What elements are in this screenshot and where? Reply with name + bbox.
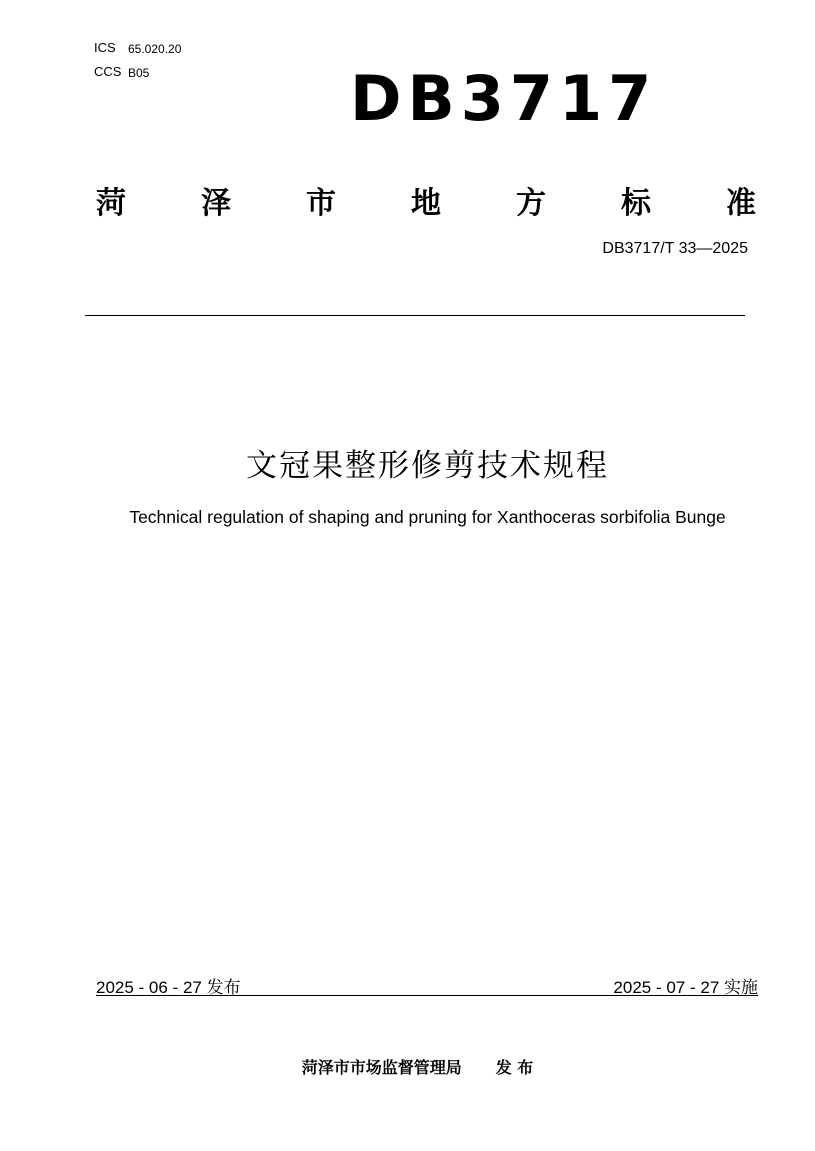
publisher-line — [0, 1055, 815, 1078]
standard-type-char: 标 — [621, 186, 651, 221]
title-english: Technical regulation of shaping and pruning for Xanthoceras sorbifolia Bunge — [129, 507, 726, 527]
db-logo: DB3717 — [350, 62, 658, 135]
publisher-name: 菏泽市市场监督管理局 — [301, 1058, 462, 1077]
standard-number: DB3717/T 33—2025 — [602, 240, 748, 257]
ics-label: ICS — [94, 40, 116, 55]
standard-type-char: 菏 — [96, 186, 126, 221]
standard-type — [96, 178, 756, 222]
issue-date: 2025 - 06 - 27 发布 — [96, 978, 241, 997]
bottom-divider — [96, 995, 758, 996]
ccs-label: CCS — [94, 64, 122, 79]
top-divider — [85, 315, 745, 316]
standard-type-char: 泽 — [201, 186, 231, 221]
standard-type-char: 方 — [516, 186, 546, 221]
implementation-date: 2025 - 07 - 27 实施 — [613, 978, 758, 997]
standard-type-char: 准 — [726, 186, 756, 221]
publish-action: 发 布 — [495, 1058, 534, 1077]
ics-value: 65.020.20 — [128, 42, 182, 56]
ccs-value: B05 — [128, 66, 150, 80]
title-chinese: 文冠果整形修剪技术规程 — [246, 448, 609, 484]
standard-type-char: 地 — [411, 186, 441, 221]
standard-type-char: 市 — [306, 186, 336, 221]
